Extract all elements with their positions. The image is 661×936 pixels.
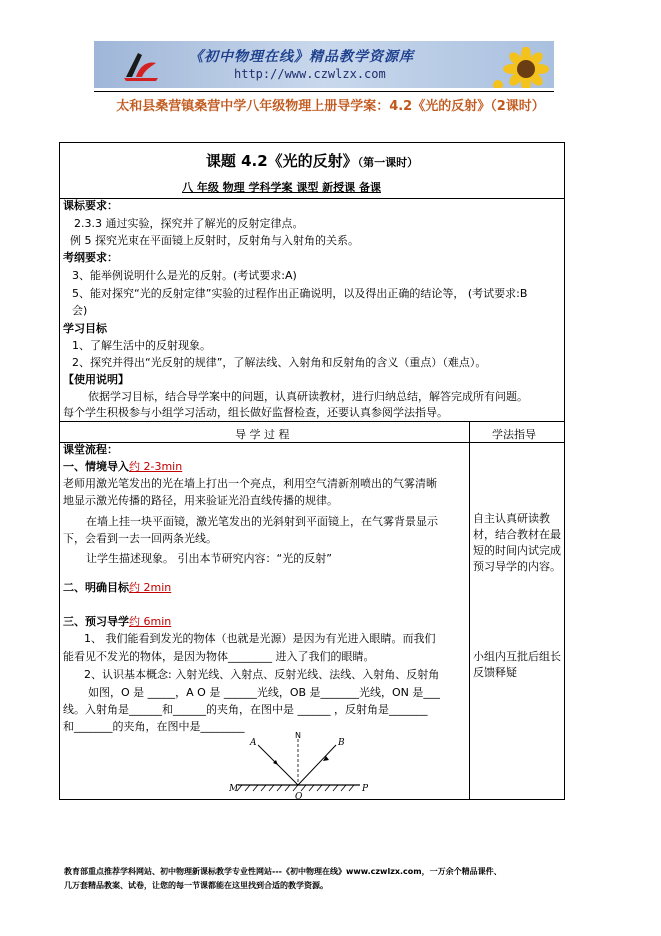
label-n: N (295, 731, 301, 740)
column-header-row (60, 422, 564, 443)
paragraph-line: 地显示激光传播的路径，用来验证光沿直线传播的规律。 (63, 494, 338, 507)
paragraph-line: 让学生描述现象。 引出本节研究内容：“光的反射” (86, 552, 332, 565)
section-goals: 二、明确目标约 2min (63, 581, 172, 594)
guide-column-header: 学法指导 (492, 428, 536, 441)
lesson-meta: 八 年级 物理 学科学案 课型 新授课 备课 (182, 181, 381, 194)
process-column-header: 导 学 过 程 (235, 428, 290, 441)
label-b: B (338, 738, 345, 748)
exam-heading: 考纲要求： (63, 251, 118, 264)
time-note: 约 2min (129, 581, 172, 594)
page-footer (64, 865, 502, 893)
site-banner (94, 41, 554, 88)
usage-line: 每个学生积极参与小组学习活动，组长做好监督检查，还要认真参阅学法指导。 (63, 406, 448, 419)
sunflower-icon (490, 47, 554, 88)
header-divider (94, 91, 554, 92)
paragraph-line: 老师用激光笔发出的光在墙上打出一个亮点，利用空气清新剂喷出的气雾清晰 (63, 477, 437, 490)
lesson-table (59, 142, 565, 800)
paragraph-line: 下，会看到一去一回两条光线。 (63, 532, 217, 545)
section-intro: 一、情境导入约 2-3min (63, 460, 183, 473)
lesson-title: 课题 4.2《光的反射》（第一课时） (205, 152, 419, 170)
reflection-diagram (228, 731, 368, 801)
question-line: 线。入射角是______和______的夹角，在图中是 ______ ，反射角是_______ (63, 703, 428, 716)
time-note: 约 6min (129, 615, 172, 628)
section-preview: 三、预习导学约 6min (63, 615, 172, 628)
requirement-line: 例 5 探究光束在平面镜上反射时，反射角与入射角的关系。 (70, 234, 359, 247)
footer-line: 教育部重点推荐学科网站、初中物理新课标教学专业性网站---《初中物理在线》www.czwlzx.com，一万余个精品课件、 (64, 867, 502, 876)
exam-line: 会) (72, 304, 88, 317)
label-o: O (295, 792, 303, 801)
usage-line: 依据学习目标，结合导学案中的问题，认真研读教材，进行归纳总结，解答完成所有问题。 (88, 390, 528, 403)
lesson-header-row (60, 143, 564, 199)
objective-line: 1、了解生活中的反射现象。 (72, 339, 211, 352)
usage-heading: 【使用说明】 (63, 373, 129, 386)
question-line: 1、 我们能看到发光的物体（也就是光源）是因为有光进入眼睛。而我们 (84, 632, 436, 645)
document-title: 太和县桑营镇桑营中学八年级物理上册导学案：4.2《光的反射》（2课时） (116, 99, 545, 114)
site-logo-icon (120, 47, 160, 83)
exam-line: 5、能对探究“光的反射定律”实验的过程作出正确说明，以及得出正确的结论等， (考试要求:B (72, 287, 528, 300)
label-p: P (362, 784, 368, 794)
paragraph-line: 在墙上挂一块平面镜，激光笔发出的光斜射到平面镜上，在气雾背景显示 (86, 515, 438, 528)
time-note: 约 2-3min (129, 460, 183, 473)
process-heading: 课堂流程： (63, 443, 118, 456)
footer-line: 几万套精品教案、试卷，让您的每一节课都能在这里找到合适的教学资源。 (64, 881, 328, 890)
column-divider (469, 422, 470, 799)
banner-title: 《初中物理在线》精品教学资源库 (189, 49, 414, 65)
question-line: 2、认识基本概念: 入射光线、入射点、反射光线、法线、入射角、反射角 (84, 668, 440, 681)
requirements-heading: 课标要求： (63, 199, 118, 212)
exam-line: 3、能举例说明什么是光的反射。(考试要求:A) (72, 269, 297, 282)
objective-line: 2、探究并得出“光反射的规律”，了解法线、入射角和反射角的含义（重点）（难点）。 (72, 356, 487, 369)
guide-note: 自主认真研读教材，结合教材在最短的时间内试完成预习导学的内容。 (473, 512, 561, 573)
banner-url: http://www.czwlzx.com (234, 67, 386, 81)
objectives-heading: 学习目标 (63, 322, 107, 335)
requirements-section (60, 199, 564, 422)
guide-note: 小组内互批后组长反馈释疑 (473, 650, 561, 679)
question-line: 如图，O 是 _____，A O 是 ______光线，OB 是_______光线，ON 是___ (88, 686, 440, 699)
question-line: 能看见不发光的物体，是因为物体________ 进入了我们的眼睛。 (63, 650, 375, 663)
label-m: M (229, 784, 239, 794)
question-line: 和_______的夹角，在图中是________ (63, 720, 245, 733)
lesson-subtitle: （第一课时） (357, 156, 419, 169)
label-a: A (250, 738, 257, 748)
requirement-line: 2.3.3 通过实验，探究并了解光的反射定律点。 (74, 217, 304, 230)
